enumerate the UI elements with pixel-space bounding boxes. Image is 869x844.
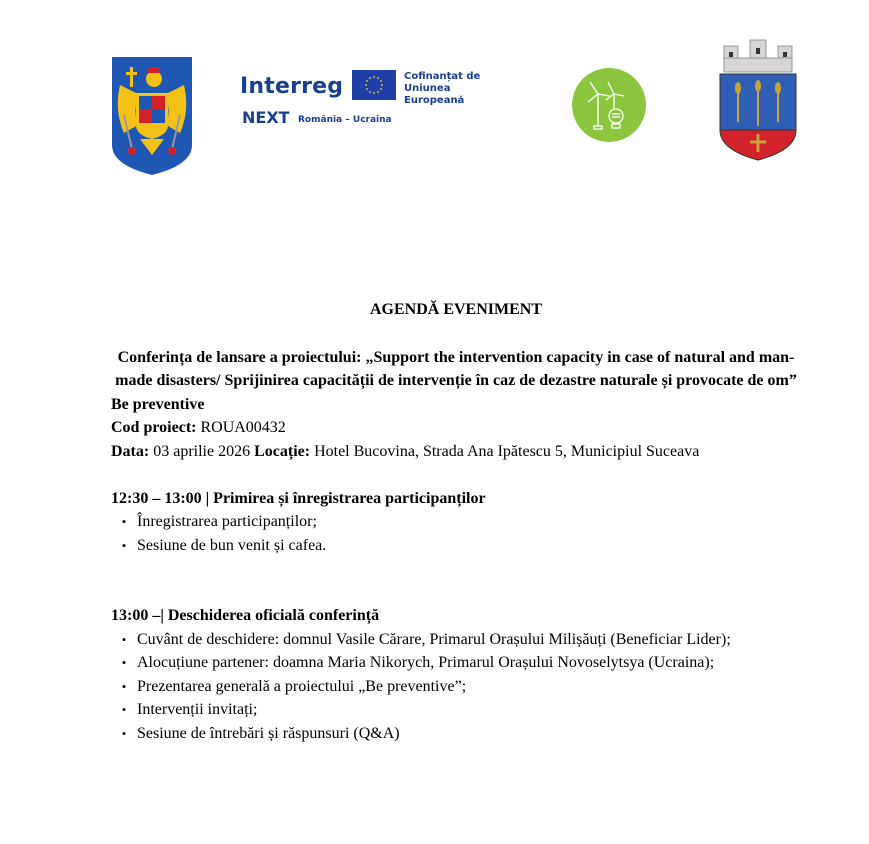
list-item: • Înregistrarea participanților; (137, 510, 801, 534)
eu-cofinanced-label: Cofinanțat de Uniunea Europeană (404, 71, 481, 106)
next-subtitle: România – Ucraina (298, 115, 392, 125)
city-coat-of-arms-icon (718, 38, 798, 162)
date-label: Data: (111, 442, 150, 460)
agenda-document (111, 298, 801, 745)
list-item: • Alocuțiune partener: doamna Maria Nikorych, Primarul Orașului Novoselytsya (Ucraina); (137, 651, 787, 675)
date-value: 03 aprilie 2026 (149, 442, 255, 460)
project-code-line (111, 416, 801, 440)
bullet-icon: • (121, 702, 127, 717)
bullet-icon: • (121, 537, 127, 553)
bullet-icon: • (121, 631, 127, 647)
eu-flag-icon (352, 70, 396, 100)
location-label: Locație: (254, 442, 311, 460)
bullet-icon: • (121, 678, 127, 694)
interreg-wordmark: Interreg (240, 74, 344, 99)
section-opening-heading: 13:00 –| Deschiderea oficială conferință (111, 607, 380, 624)
wind-turbine-logo-icon (572, 68, 646, 142)
project-code-label: Cod proiect: (111, 419, 197, 436)
bullet-icon: • (121, 655, 127, 670)
bullet-icon: • (121, 514, 127, 529)
section-registration-list (111, 510, 801, 557)
location-value: Hotel Bucovina, Strada Ana Ipătescu 5, Municipiul Suceava (310, 442, 700, 460)
next-label: NEXT (242, 108, 290, 127)
list-item: • Cuvânt de deschidere: domnul Vasile Cărare, Primarul Orașului Milișăuți (Beneficiar Lider); (137, 628, 787, 652)
project-name: Be preventive (111, 395, 205, 413)
section-opening-list (111, 628, 787, 746)
conference-subtitle: Conferința de lansare a proiectului: „Support the intervention capacity in case of natural and man-made disasters/ Sprijinirea capacității de intervenție în caz de dezastre naturale și provocate de om” (115, 348, 797, 389)
section-registration-heading: 12:30 – 13:00 | Primirea și înregistrarea participanților (111, 489, 486, 507)
list-item: • Prezentarea generală a proiectului „Be preventive”; (137, 675, 787, 699)
interreg-next-logo (240, 68, 510, 136)
project-code-value: ROUA00432 (196, 419, 286, 436)
bullet-icon: • (121, 725, 127, 741)
romania-coat-of-arms-icon (110, 55, 194, 177)
document-title: AGENDĂ EVENIMENT (369, 301, 542, 318)
list-item: • Sesiune de bun venit și cafea. (137, 534, 801, 558)
logo-header (0, 0, 869, 200)
date-location-line (111, 440, 801, 464)
list-item: • Sesiune de întrebări și răspunsuri (Q&A) (137, 722, 787, 746)
list-item: • Intervenții invitați; (137, 698, 787, 722)
